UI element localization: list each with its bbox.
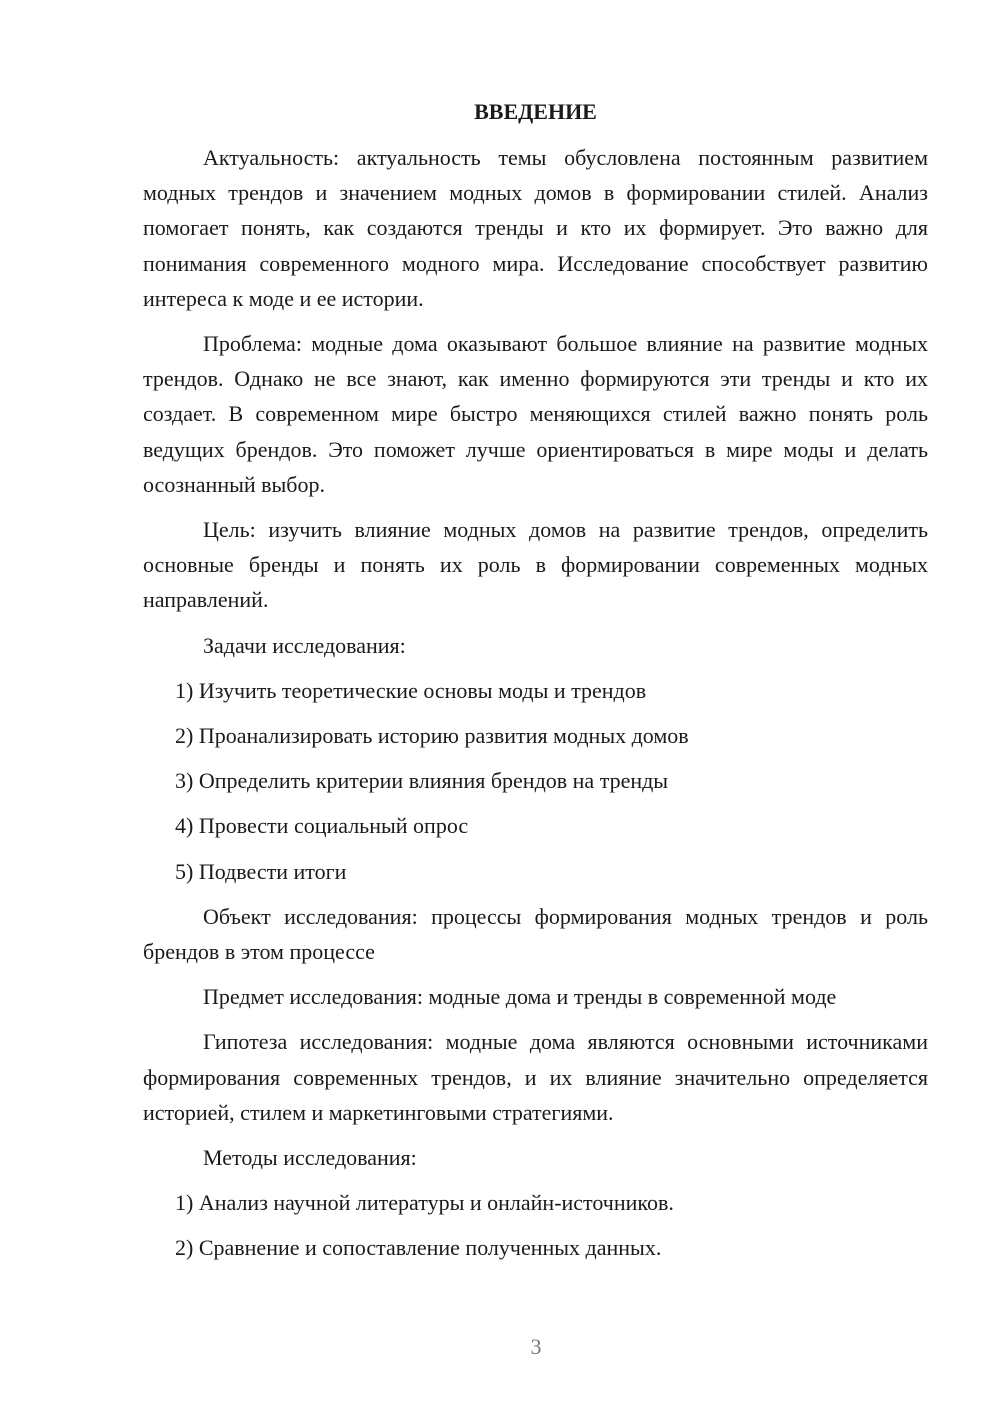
method-item: 1) Анализ научной литературы и онлайн-источников.: [175, 1190, 674, 1216]
methods-heading: Методы исследования:: [203, 1145, 417, 1171]
hypothesis-paragraph: Гипотеза исследования: модные дома являются основными источниками формирования современных трендов, и их влияние значительно определяется историей, стилем и маркетинговыми стратегиями.: [143, 1029, 928, 1125]
page-content: [143, 94, 928, 1276]
page-number: 3: [530, 1334, 542, 1359]
task-item: 5) Подвести итоги: [175, 858, 347, 884]
task-item: 1) Изучить теоретические основы моды и трендов: [175, 677, 647, 703]
task-item: 2) Проанализировать историю развития модных домов: [175, 723, 689, 749]
method-item: 2) Сравнение и сопоставление полученных данных.: [175, 1235, 662, 1261]
goal-paragraph: Цель: изучить влияние модных домов на развитие трендов, определить основные бренды и понять их роль в формировании современных модных направлений.: [143, 517, 928, 613]
section-title: ВВЕДЕНИЕ: [474, 99, 597, 124]
task-item: 4) Провести социальный опрос: [175, 813, 469, 839]
problem-paragraph: Проблема: модные дома оказывают большое влияние на развитие модных трендов. Однако не все знают, как именно формируются эти тренды и кто их создает. В современном мире быстро меняющихся стилей важно понять роль ведущих брендов. Это поможет лучше ориентироваться в мире моды и делать осознанный выбор.: [143, 331, 928, 497]
task-item: 3) Определить критерии влияния брендов на тренды: [175, 768, 669, 794]
relevance-paragraph: Актуальность: актуальность темы обусловлена постоянным развитием модных трендов и значением модных домов в формировании стилей. Анализ помогает понять, как создаются тренды и кто их формирует. Это важно для понимания современного модного мира. Исследование способствует развитию интереса к моде и ее истории.: [143, 145, 928, 311]
subject-paragraph: Предмет исследования: модные дома и тренды в современной моде: [203, 984, 837, 1010]
object-paragraph: Объект исследования: процессы формирования модных трендов и роль брендов в этом процессе: [143, 903, 928, 965]
tasks-heading: Задачи исследования:: [203, 632, 406, 658]
